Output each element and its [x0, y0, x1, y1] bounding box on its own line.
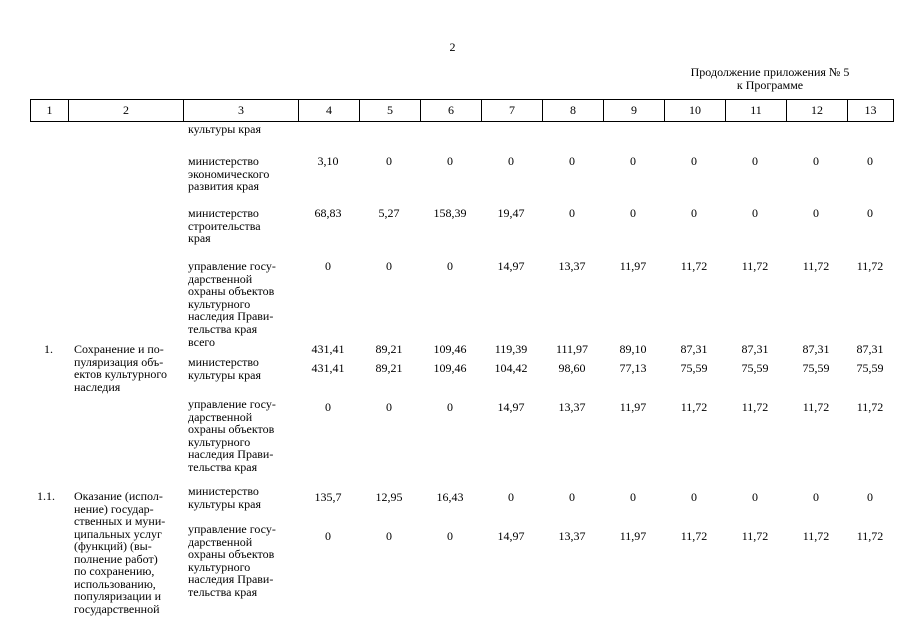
value-cell: 68,83 [314, 206, 342, 220]
value-cell: 111,97 [555, 342, 589, 356]
value-cell: 13,37 [558, 259, 586, 273]
item-name-line: ципальных услуг [74, 526, 162, 541]
value-cell: 0 [752, 206, 758, 220]
value-cell: 11,72 [802, 529, 830, 543]
executor-cell [188, 398, 293, 473]
value-cell: 0 [752, 490, 758, 504]
value-cell: 0 [569, 154, 575, 168]
value-cell: 11,97 [619, 400, 647, 414]
value-cell: 0 [325, 529, 331, 543]
column-header: 5 [360, 100, 421, 122]
value-cell: 11,97 [619, 259, 647, 273]
executor-cell-line: наследия Прави- [188, 572, 274, 586]
value-cell: 11,72 [802, 400, 830, 414]
executor-cell-line: культуры края [188, 496, 261, 511]
executor-cell-line: управление госу- [188, 259, 276, 273]
appendix-note-line2: к Программе [736, 78, 804, 92]
executor-cell-line: экономического [188, 166, 270, 181]
column-header: 2 [69, 100, 184, 122]
value-cell: 0 [508, 154, 514, 168]
executor-cell-line: наследия Прави- [188, 309, 274, 323]
column-header: 9 [604, 100, 665, 122]
value-cell: 12,95 [375, 490, 403, 504]
item-number: 1. [44, 342, 53, 356]
value-cell: 11,97 [619, 529, 647, 543]
value-cell: 0 [867, 206, 873, 220]
column-header: 10 [665, 100, 726, 122]
item-name-line: государственной [74, 601, 160, 616]
item-name-line: использованию, [74, 576, 156, 591]
continued-executor: культуры края [188, 122, 261, 136]
value-cell: 104,42 [494, 361, 528, 375]
item-name-line: ектов культурного [74, 367, 168, 381]
executor-cell-line: тельства края [188, 584, 258, 599]
value-cell: 0 [630, 154, 636, 168]
executor-cell [188, 523, 293, 598]
column-header: 7 [482, 100, 543, 122]
value-cell: 135,7 [314, 490, 342, 504]
value-cell: 0 [386, 154, 392, 168]
value-cell: 87,31 [856, 342, 884, 356]
value-cell: 0 [867, 154, 873, 168]
page-number: 2 [449, 40, 456, 54]
item-number: 1.1. [37, 489, 55, 503]
value-cell: 0 [447, 529, 453, 543]
appendix-note [650, 66, 890, 92]
value-cell: 431,41 [311, 342, 345, 356]
value-cell: 87,31 [680, 342, 708, 356]
item-name-line: Оказание (испол- [74, 489, 163, 503]
executor-cell-line: управление госу- [188, 397, 276, 411]
value-cell: 109,46 [433, 361, 467, 375]
value-cell: 109,46 [433, 342, 467, 356]
value-cell: 3,10 [317, 154, 339, 168]
value-cell: 11,72 [802, 259, 830, 273]
value-cell: 0 [813, 154, 819, 168]
value-cell: 11,72 [856, 529, 884, 543]
appendix-note-line1: Продолжение приложения № 5 [690, 65, 850, 79]
executor-cell-line: культурного [188, 296, 251, 311]
executor-cell-line: культурного [188, 559, 251, 574]
item-name [74, 490, 184, 615]
value-cell: 89,21 [375, 342, 403, 356]
column-header: 4 [299, 100, 360, 122]
value-cell: 0 [569, 490, 575, 504]
value-cell: 87,31 [741, 342, 769, 356]
value-cell: 11,72 [856, 259, 884, 273]
column-header-row [30, 99, 894, 122]
executor-cell-line: тельства края [188, 459, 258, 474]
executor-cell-line: культуры края [188, 367, 261, 382]
value-cell: 14,97 [497, 529, 525, 543]
value-cell: 11,72 [680, 400, 708, 414]
executor-cell-line: министерство [188, 154, 259, 168]
item-name-line: нение) государ- [74, 501, 154, 516]
value-cell: 0 [386, 259, 392, 273]
column-header: 13 [848, 100, 894, 122]
executor-cell [188, 155, 293, 193]
executor-cell-line: тельства края [188, 321, 258, 336]
item-name-line: наследия [74, 379, 121, 394]
value-cell: 87,31 [802, 342, 830, 356]
executor-cell-line: министерство [188, 355, 259, 369]
item-name-line: по сохранению, [74, 564, 155, 578]
value-cell: 11,72 [856, 400, 884, 414]
value-cell: 0 [752, 154, 758, 168]
executor-cell-line: управление госу- [188, 522, 276, 536]
item-name-line: пуляризация объ- [74, 354, 164, 369]
value-cell: 0 [325, 400, 331, 414]
value-cell: 75,59 [802, 361, 830, 375]
value-cell: 0 [447, 154, 453, 168]
value-cell: 14,97 [497, 259, 525, 273]
executor-cell [188, 356, 293, 381]
value-cell: 11,72 [680, 529, 708, 543]
value-cell: 89,21 [375, 361, 403, 375]
executor-cell-line: всего [188, 335, 216, 349]
value-cell: 0 [813, 206, 819, 220]
column-header: 11 [726, 100, 787, 122]
value-cell: 0 [386, 400, 392, 414]
value-cell: 98,60 [558, 361, 586, 375]
column-header: 3 [184, 100, 299, 122]
value-cell: 0 [630, 490, 636, 504]
column-header: 1 [31, 100, 69, 122]
value-cell: 5,27 [378, 206, 400, 220]
column-header: 8 [543, 100, 604, 122]
value-cell: 0 [691, 490, 697, 504]
executor-cell-line: края [188, 231, 211, 245]
executor-cell-line: строительства [188, 218, 261, 233]
value-cell: 158,39 [433, 206, 467, 220]
value-cell: 89,10 [619, 342, 647, 356]
executor-cell-line: дарственной [188, 409, 253, 424]
item-name-line: ственных и муни- [74, 514, 166, 528]
value-cell: 0 [691, 206, 697, 220]
executor-cell [188, 207, 293, 245]
value-cell: 11,72 [741, 259, 769, 273]
executor-cell [188, 336, 293, 349]
item-name-line: популяризации и [74, 589, 161, 603]
executor-cell-line: министерство [188, 484, 259, 498]
value-cell: 13,37 [558, 400, 586, 414]
item-name [74, 343, 184, 393]
executor-cell-line: министерство [188, 206, 259, 220]
value-cell: 11,72 [741, 529, 769, 543]
executor-cell-line: охраны объектов [188, 547, 275, 561]
value-cell: 75,59 [741, 361, 769, 375]
executor-cell-line: развития края [188, 179, 260, 193]
executor-cell-line: культурного [188, 434, 251, 449]
value-cell: 0 [325, 259, 331, 273]
value-cell: 0 [508, 490, 514, 504]
value-cell: 0 [691, 154, 697, 168]
value-cell: 119,39 [494, 342, 528, 356]
value-cell: 0 [813, 490, 819, 504]
executor-cell-line: наследия Прави- [188, 447, 274, 461]
value-cell: 0 [569, 206, 575, 220]
value-cell: 75,59 [856, 361, 884, 375]
executor-cell-line: дарственной [188, 271, 253, 286]
value-cell: 11,72 [741, 400, 769, 414]
value-cell: 75,59 [680, 361, 708, 375]
executor-cell [188, 485, 293, 510]
item-name-line: (функций) (вы- [74, 539, 152, 553]
value-cell: 19,47 [497, 206, 525, 220]
executor-cell-line: охраны объектов [188, 284, 275, 298]
item-name-line: полнение работ) [74, 551, 158, 566]
value-cell: 14,97 [497, 400, 525, 414]
value-cell: 11,72 [680, 259, 708, 273]
value-cell: 0 [386, 529, 392, 543]
executor-cell-line: охраны объектов [188, 422, 275, 436]
value-cell: 0 [630, 206, 636, 220]
column-header: 12 [787, 100, 848, 122]
value-cell: 0 [447, 259, 453, 273]
executor-cell [188, 260, 293, 335]
value-cell: 77,13 [619, 361, 647, 375]
column-header: 6 [421, 100, 482, 122]
value-cell: 13,37 [558, 529, 586, 543]
value-cell: 0 [867, 490, 873, 504]
executor-cell-line: дарственной [188, 534, 253, 549]
item-name-line: Сохранение и по- [74, 342, 164, 356]
value-cell: 0 [447, 400, 453, 414]
value-cell: 431,41 [311, 361, 345, 375]
value-cell: 16,43 [436, 490, 464, 504]
